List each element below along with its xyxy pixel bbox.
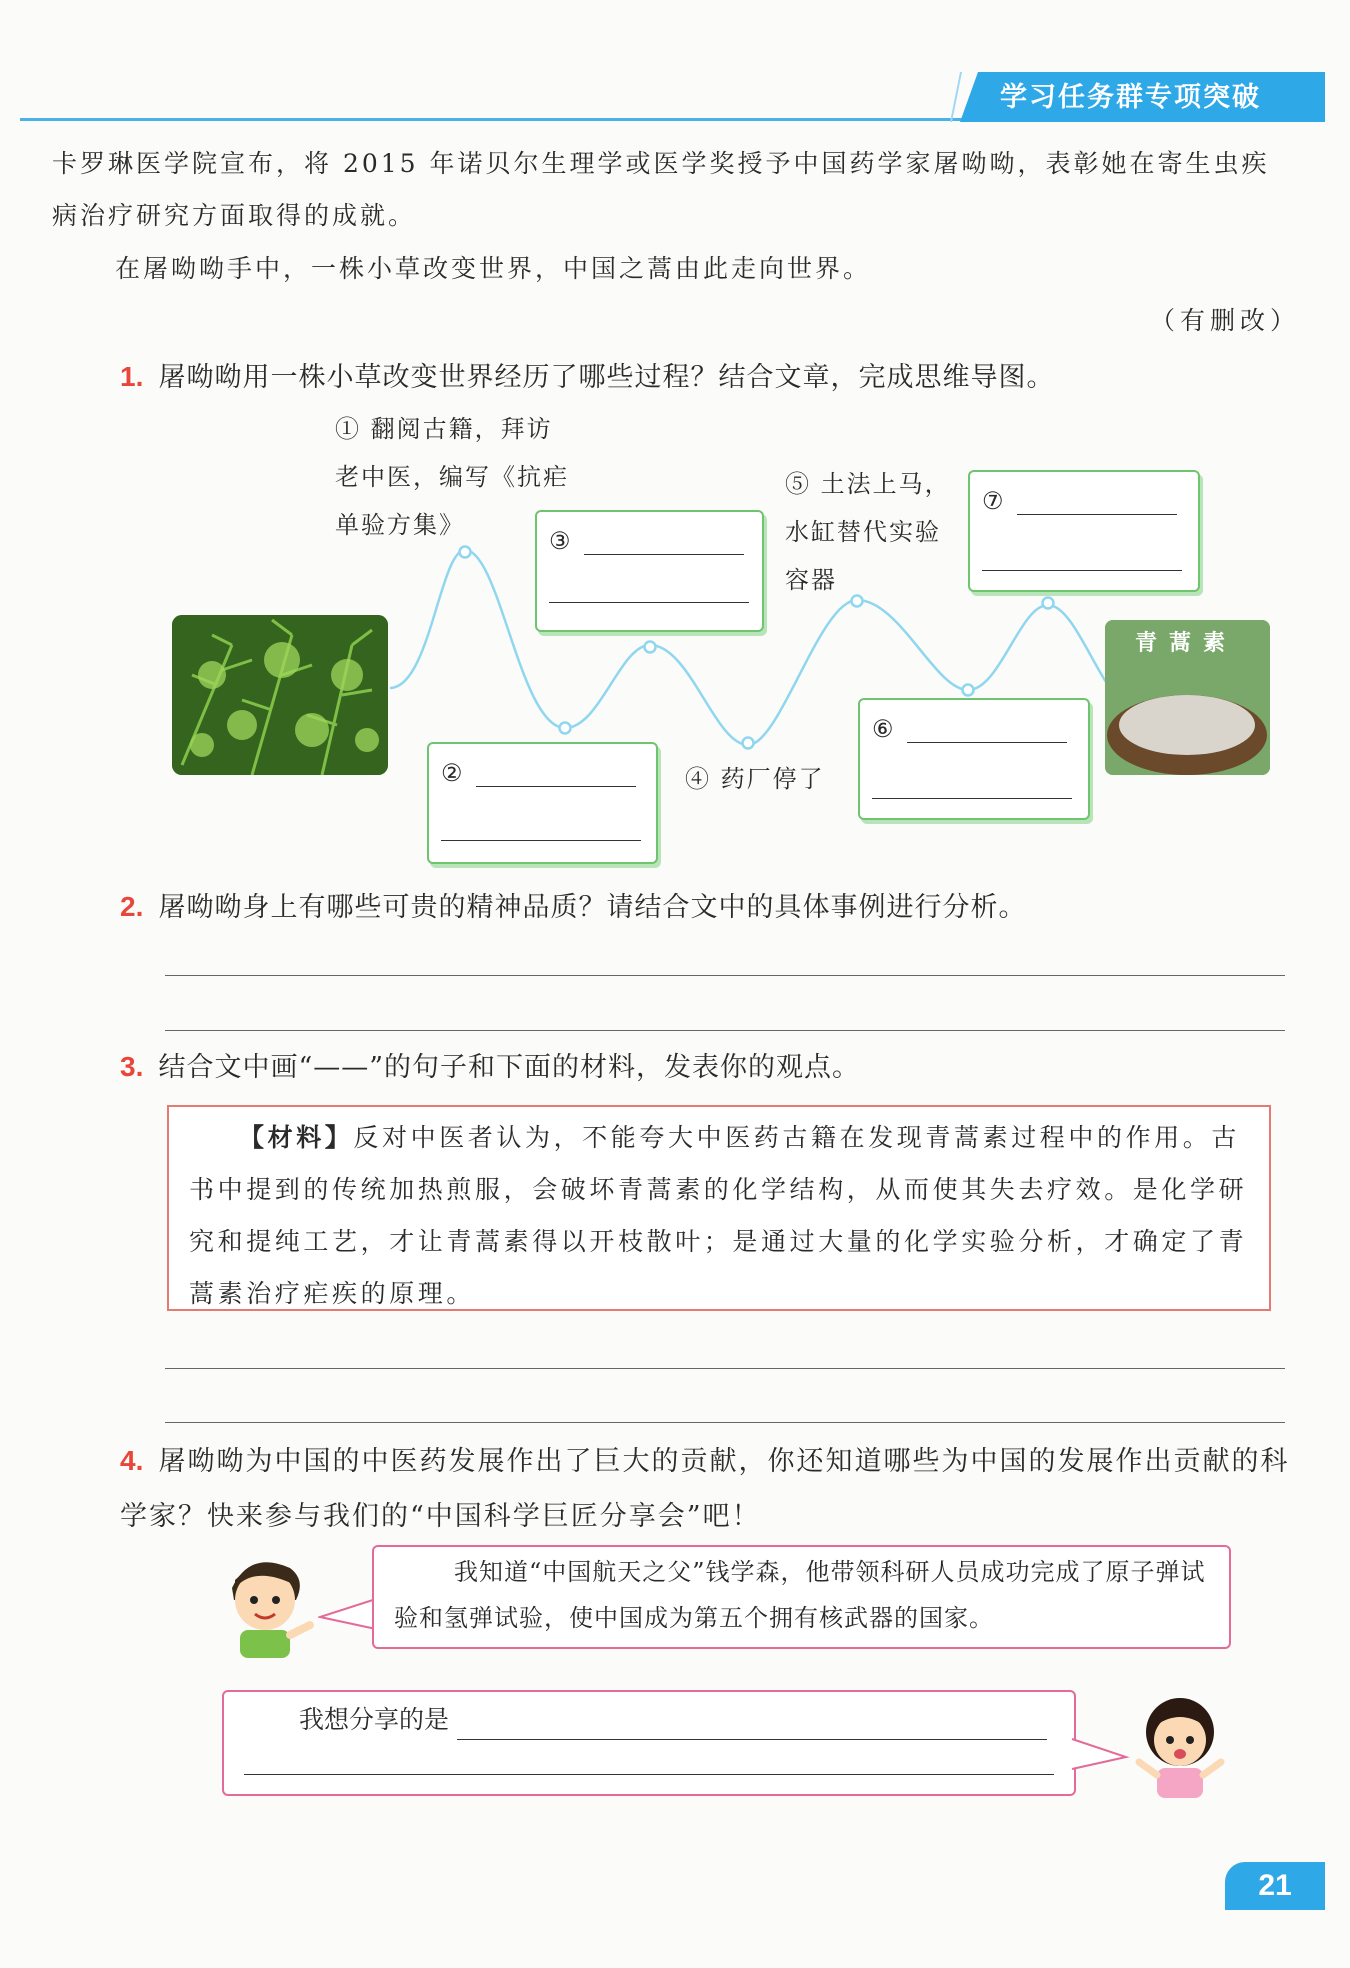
question-text: 屠呦呦用一株小草改变世界经历了哪些过程？结合文章，完成思维导图。 — [158, 362, 1055, 393]
step-4-text: ④ 药厂停了 — [685, 765, 825, 793]
artemisinin-powder-image — [1105, 620, 1270, 775]
step-3-label: ③ — [549, 527, 571, 555]
source-note: （有删改） — [1150, 306, 1301, 335]
boy-bubble-tail — [318, 1595, 378, 1635]
material-box — [167, 1105, 1271, 1311]
step-2-blank-1[interactable] — [476, 760, 636, 787]
boy-bubble-text: 我知道“中国航天之父”钱学森，他带领科研人员成功完成了原子弹试验和氢弹试验，使中国成为第五个拥有核武器的国家。 — [394, 1558, 1206, 1632]
step-7-box — [968, 470, 1200, 592]
question-number: 2. — [120, 891, 144, 922]
powder-label: 青蒿素 — [1135, 630, 1238, 656]
section-title: 学习任务群专项突破 — [1000, 82, 1261, 113]
step-2-blank-2[interactable] — [441, 840, 641, 841]
step-3-blank-2[interactable] — [549, 602, 749, 603]
girl-avatar — [1125, 1690, 1235, 1802]
share-blank-1[interactable] — [457, 1709, 1047, 1740]
step-6-box — [858, 698, 1090, 820]
page-number: 21 — [1225, 1862, 1325, 1910]
step-6-label: ⑥ — [872, 715, 894, 743]
boy-avatar — [210, 1550, 320, 1660]
material-text: 反对中医者认为，不能夸大中医药古籍在发现青蒿素过程中的作用。古书中提到的传统加热煎服，会破坏青蒿素的化学结构，从而使其失去疗效。是化学研究和提纯工艺，才让青蒿素得以开枝散叶；是通过大量的化学实验分析，才确定了青蒿素治疗疟疾的原理。 — [189, 1123, 1248, 1308]
question-number: 4. — [120, 1445, 144, 1476]
step-1-text: ① 翻阅古籍，拜访老中医，编写《抗疟单验方集》 — [335, 415, 569, 539]
question-text: 屠呦呦为中国的中医药发展作出了巨大的贡献，你还知道哪些为中国的发展作出贡献的科学家？快来参与我们的“中国科学巨匠分享会”吧！ — [120, 1446, 1290, 1532]
step-3-box — [535, 510, 764, 632]
step-2-box — [427, 742, 658, 864]
question-number: 3. — [120, 1051, 144, 1082]
q3-answer-line-1[interactable] — [165, 1368, 1285, 1369]
step-7-blank-1[interactable] — [1017, 488, 1177, 515]
step-7-blank-2[interactable] — [982, 570, 1182, 571]
question-4 — [120, 1435, 1295, 1545]
girl-speech-bubble — [222, 1690, 1076, 1796]
intro-paragraph-2: 在屠呦呦手中，一株小草改变世界，中国之蒿由此走向世界。 — [115, 254, 872, 283]
step-5-text: ⑤ 土法上马，水缸替代实验容器 — [785, 470, 951, 594]
q2-answer-line-2[interactable] — [165, 1030, 1285, 1031]
question-text: 结合文中画“——”的句子和下面的材料，发表你的观点。 — [158, 1052, 861, 1083]
step-3-blank-1[interactable] — [584, 528, 744, 555]
share-prompt: 我想分享的是 — [299, 1705, 450, 1734]
girl-bubble-tail — [1070, 1735, 1130, 1775]
boy-speech-bubble — [372, 1545, 1231, 1649]
intro-paragraph-1: 卡罗琳医学院宣布，将 2015 年诺贝尔生理学或医学奖授予中国药学家屠呦呦，表彰她在寄生虫疾病治疗研究方面取得的成就。 — [52, 149, 1270, 230]
step-7-label: ⑦ — [982, 487, 1004, 515]
material-label: 【材料】 — [239, 1123, 354, 1152]
question-text: 屠呦呦身上有哪些可贵的精神品质？请结合文中的具体事例进行分析。 — [158, 892, 1027, 923]
share-blank-2[interactable] — [244, 1774, 1054, 1775]
q3-answer-line-2[interactable] — [165, 1422, 1285, 1423]
question-3 — [120, 1045, 1300, 1095]
step-6-blank-2[interactable] — [872, 798, 1072, 799]
step-6-blank-1[interactable] — [907, 716, 1067, 743]
question-number: 1. — [120, 361, 144, 392]
q2-answer-line-1[interactable] — [165, 975, 1285, 976]
step-2-label: ② — [441, 759, 463, 787]
question-2 — [120, 885, 1300, 935]
artemisia-plant-image — [172, 615, 388, 775]
